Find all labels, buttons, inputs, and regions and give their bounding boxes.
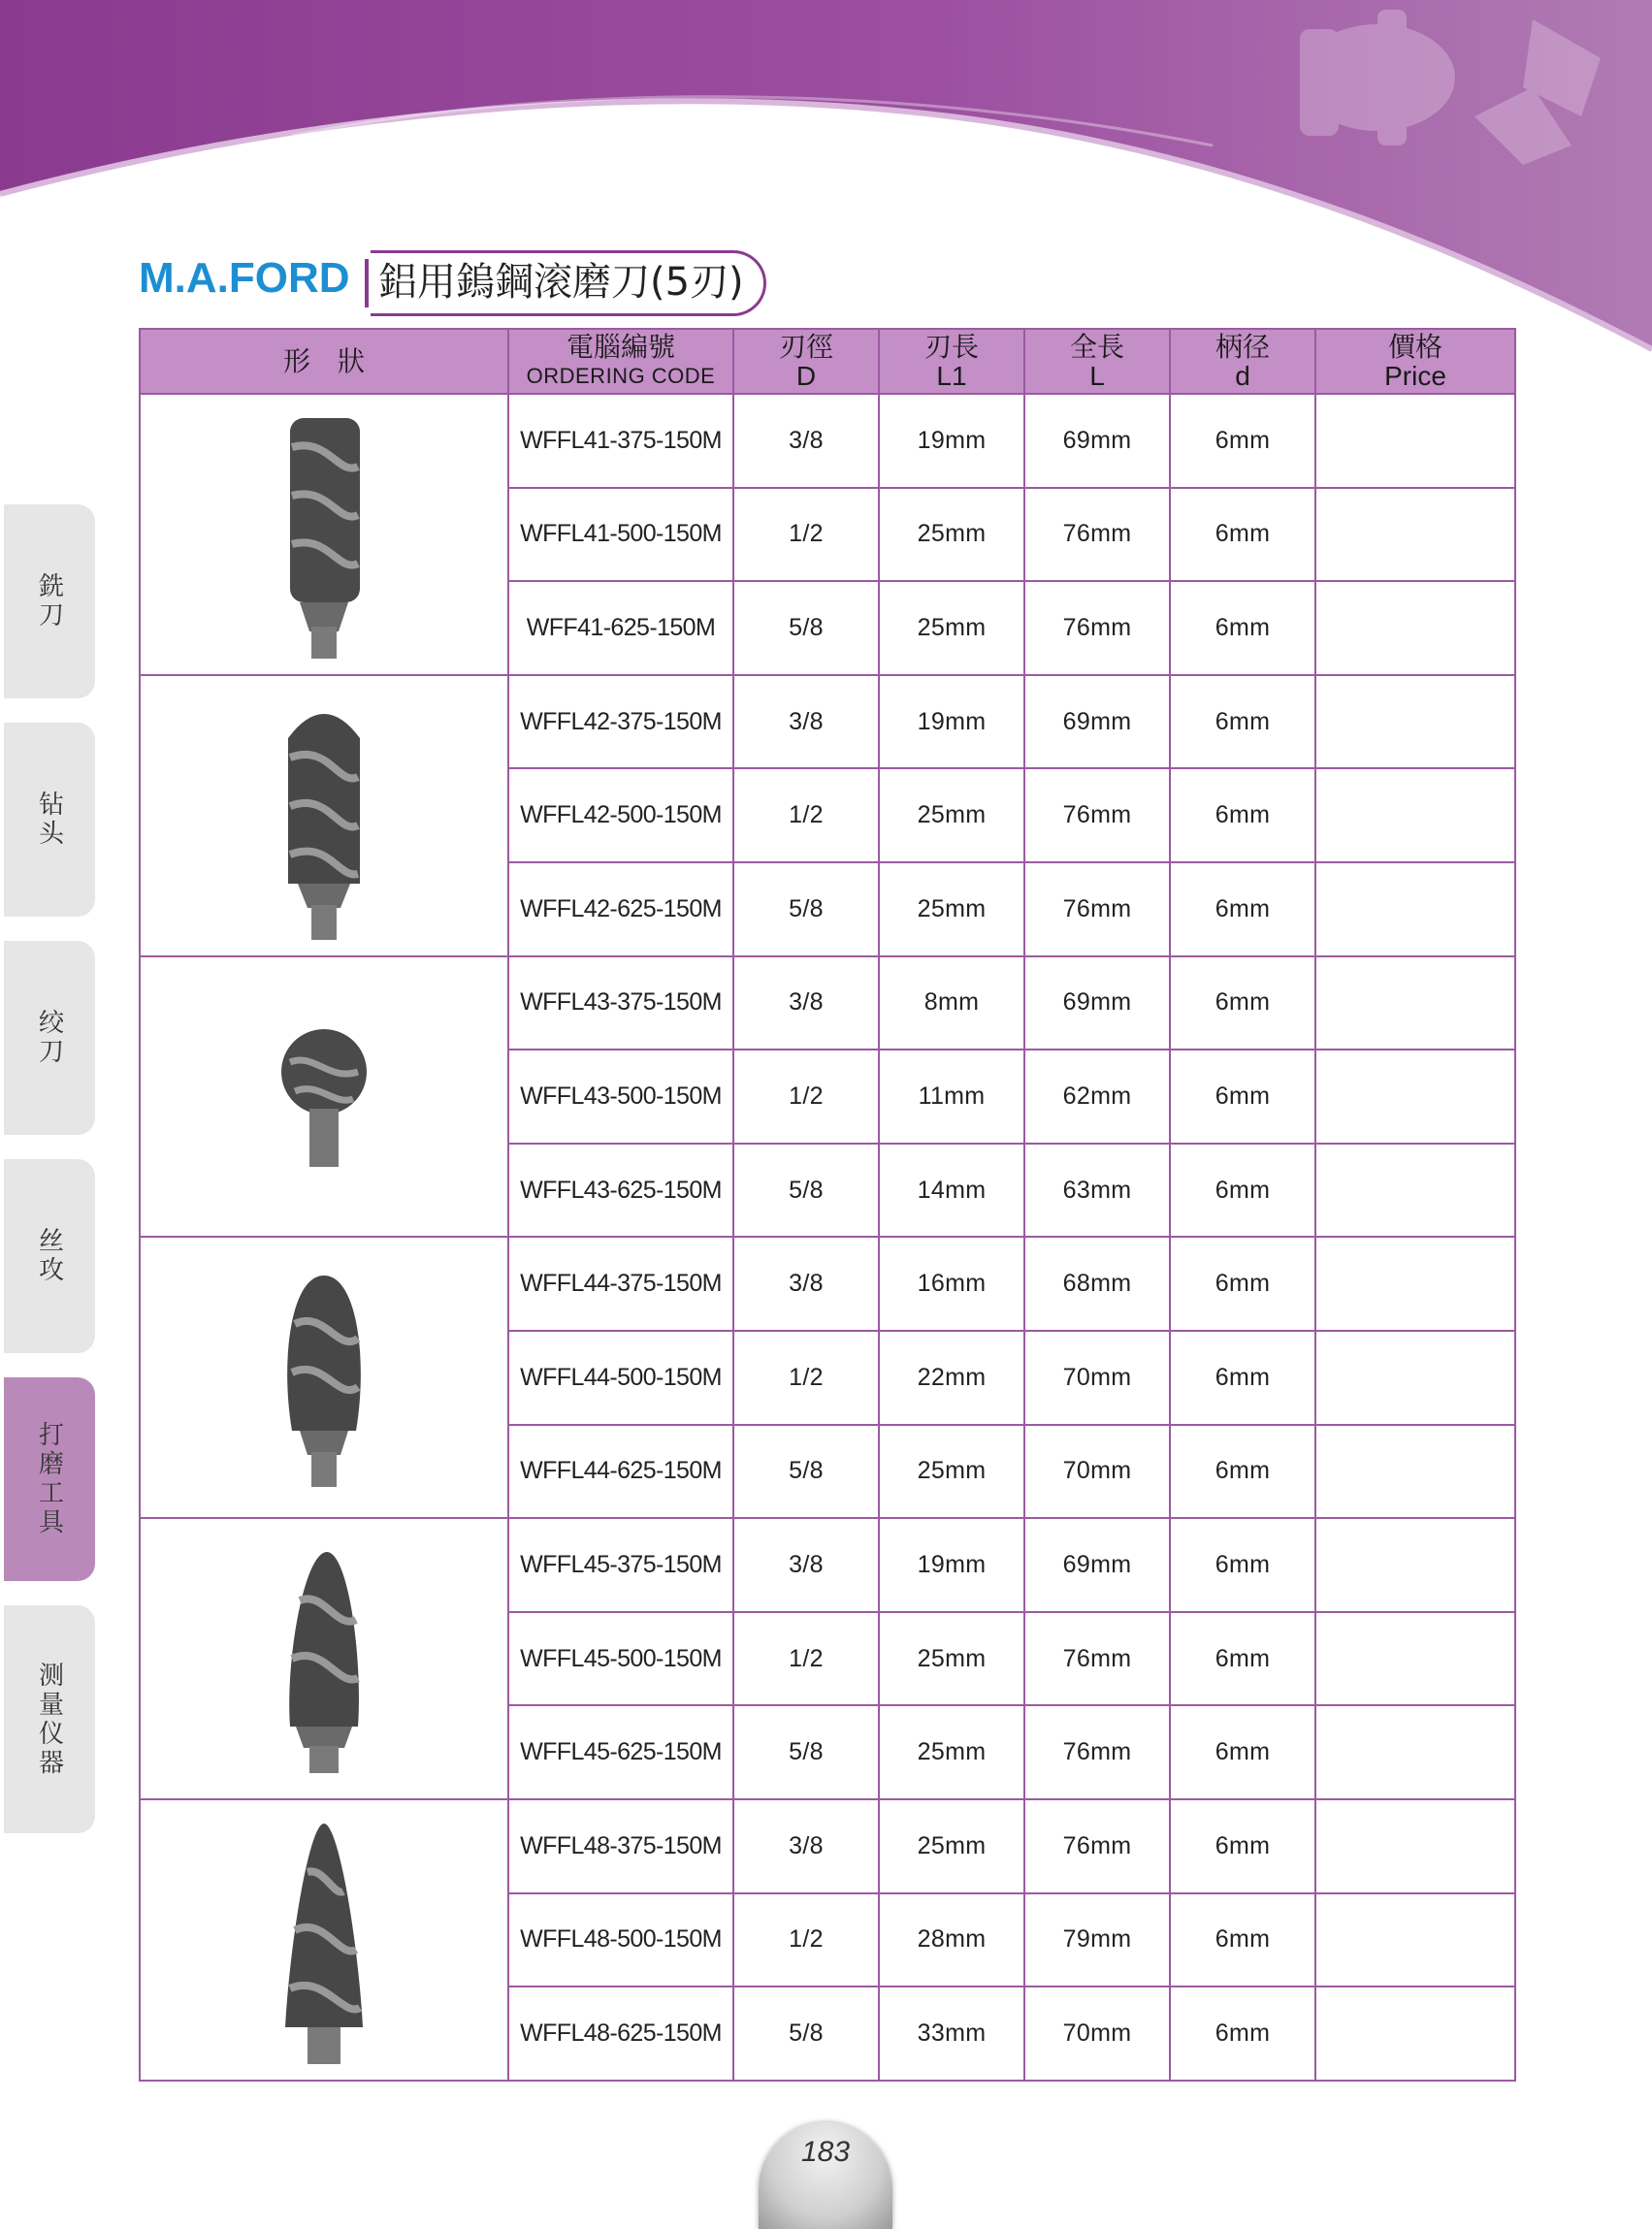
shape-cell	[140, 1799, 508, 2081]
price-cell	[1315, 675, 1515, 769]
ordering-code-cell: WFFL48-625-150M	[508, 1987, 733, 2081]
ordering-code-cell: WFFL43-625-150M	[508, 1144, 733, 1238]
diameter-cell: 3/8	[733, 1237, 879, 1331]
cut-length-cell: 19mm	[879, 675, 1024, 769]
price-cell	[1315, 1425, 1515, 1519]
cone-burr-icon	[142, 1814, 506, 2066]
diameter-cell: 3/8	[733, 956, 879, 1050]
table-row	[140, 1799, 1515, 1893]
ball-burr-icon	[142, 1023, 506, 1169]
price-cell	[1315, 581, 1515, 675]
overall-length-cell: 76mm	[1024, 862, 1170, 956]
shank-diameter-cell: 6mm	[1170, 956, 1315, 1050]
shank-diameter-cell: 6mm	[1170, 1799, 1315, 1893]
overall-length-cell: 70mm	[1024, 1331, 1170, 1425]
shank-diameter-cell: 6mm	[1170, 581, 1315, 675]
overall-length-cell: 70mm	[1024, 1987, 1170, 2081]
side-tab-measuring[interactable]	[4, 1605, 95, 1833]
cut-length-cell: 25mm	[879, 768, 1024, 862]
col-header-diameter: 刃徑 D	[733, 329, 879, 394]
shank-diameter-cell: 6mm	[1170, 768, 1315, 862]
shank-diameter-cell: 6mm	[1170, 1612, 1315, 1706]
overall-length-cell: 63mm	[1024, 1144, 1170, 1238]
shank-diameter-cell: 6mm	[1170, 1518, 1315, 1612]
diameter-cell: 3/8	[733, 1518, 879, 1612]
header-banner	[0, 0, 1652, 359]
shank-diameter-cell: 6mm	[1170, 1893, 1315, 1987]
cut-length-cell: 25mm	[879, 1799, 1024, 1893]
cut-length-cell: 28mm	[879, 1893, 1024, 1987]
price-cell	[1315, 1612, 1515, 1706]
ordering-code-cell: WFFL43-500-150M	[508, 1050, 733, 1144]
overall-length-cell: 76mm	[1024, 1705, 1170, 1799]
cut-length-cell: 11mm	[879, 1050, 1024, 1144]
overall-length-cell: 69mm	[1024, 1518, 1170, 1612]
col-header-cut-length: 刃長 L1	[879, 329, 1024, 394]
table-row	[140, 956, 1515, 1050]
overall-length-cell: 62mm	[1024, 1050, 1170, 1144]
shank-diameter-cell: 6mm	[1170, 1237, 1315, 1331]
diameter-cell: 5/8	[733, 1987, 879, 2081]
ordering-code-cell: WFFL45-500-150M	[508, 1612, 733, 1706]
col-header-price: 價格 Price	[1315, 329, 1515, 394]
ordering-code-cell: WFFL44-375-150M	[508, 1237, 733, 1331]
diameter-cell: 1/2	[733, 1893, 879, 1987]
ordering-code-cell: WFFL44-500-150M	[508, 1331, 733, 1425]
overall-length-cell: 69mm	[1024, 394, 1170, 488]
diameter-cell: 1/2	[733, 488, 879, 582]
shank-diameter-cell: 6mm	[1170, 1144, 1315, 1238]
cut-length-cell: 14mm	[879, 1144, 1024, 1238]
overall-length-cell: 79mm	[1024, 1893, 1170, 1987]
price-cell	[1315, 488, 1515, 582]
shape-cell	[140, 1237, 508, 1518]
diameter-cell: 1/2	[733, 1050, 879, 1144]
side-tab-milling[interactable]	[4, 504, 95, 698]
shape-cell	[140, 1518, 508, 1799]
ordering-code-cell: WFFL41-500-150M	[508, 488, 733, 582]
brand-name: M.A.FORD	[139, 254, 350, 302]
diameter-cell: 5/8	[733, 581, 879, 675]
shape-cell	[140, 394, 508, 675]
price-cell	[1315, 1987, 1515, 2081]
ordering-code-cell: WFFL48-500-150M	[508, 1893, 733, 1987]
ordering-code-cell: WFFL43-375-150M	[508, 956, 733, 1050]
diameter-cell: 3/8	[733, 1799, 879, 1893]
diameter-cell: 5/8	[733, 862, 879, 956]
price-cell	[1315, 1331, 1515, 1425]
col-header-overall-length: 全長 L	[1024, 329, 1170, 394]
ordering-code-cell: WFFL42-625-150M	[508, 862, 733, 956]
overall-length-cell: 76mm	[1024, 581, 1170, 675]
page-number: 183	[759, 2122, 892, 2229]
shank-diameter-cell: 6mm	[1170, 1331, 1315, 1425]
diameter-cell: 1/2	[733, 768, 879, 862]
ordering-code-cell: WFF41-625-150M	[508, 581, 733, 675]
shank-diameter-cell: 6mm	[1170, 1987, 1315, 2081]
cut-length-cell: 22mm	[879, 1331, 1024, 1425]
col-header-shape: 形 狀	[140, 329, 508, 394]
shank-diameter-cell: 6mm	[1170, 1050, 1315, 1144]
side-tab-label: 打磨工具	[34, 1421, 64, 1537]
cylinder-ball-burr-icon	[142, 408, 506, 661]
col-header-ordering-code: 電腦編號 ORDERING CODE	[508, 329, 733, 394]
price-cell	[1315, 394, 1515, 488]
diameter-cell: 1/2	[733, 1331, 879, 1425]
table-row	[140, 394, 1515, 488]
col-header-shank-diameter: 柄径 d	[1170, 329, 1315, 394]
table-row	[140, 675, 1515, 769]
shank-diameter-cell: 6mm	[1170, 1705, 1315, 1799]
shank-diameter-cell: 6mm	[1170, 675, 1315, 769]
ordering-code-cell: WFFL44-625-150M	[508, 1425, 733, 1519]
cut-length-cell: 25mm	[879, 488, 1024, 582]
diameter-cell: 5/8	[733, 1144, 879, 1238]
diameter-cell: 3/8	[733, 394, 879, 488]
side-tab-grinding-tools[interactable]	[4, 1377, 95, 1581]
cut-length-cell: 19mm	[879, 394, 1024, 488]
side-tab-reamer[interactable]	[4, 941, 95, 1135]
table-row	[140, 1518, 1515, 1612]
diameter-cell: 3/8	[733, 675, 879, 769]
ball-nose-cylinder-burr-icon	[142, 690, 506, 942]
overall-length-cell: 76mm	[1024, 1612, 1170, 1706]
overall-length-cell: 69mm	[1024, 675, 1170, 769]
overall-length-cell: 76mm	[1024, 1799, 1170, 1893]
ordering-code-cell: WFFL48-375-150M	[508, 1799, 733, 1893]
page-title: 鋁用鎢鋼滚磨刀(5刃)	[371, 250, 766, 316]
diameter-cell: 1/2	[733, 1612, 879, 1706]
side-tab-label: 测量仪器	[34, 1661, 64, 1778]
ordering-code-cell: WFFL41-375-150M	[508, 394, 733, 488]
overall-length-cell: 76mm	[1024, 488, 1170, 582]
diameter-cell: 5/8	[733, 1705, 879, 1799]
shank-diameter-cell: 6mm	[1170, 862, 1315, 956]
price-cell	[1315, 1893, 1515, 1987]
ordering-code-cell: WFFL45-625-150M	[508, 1705, 733, 1799]
overall-length-cell: 68mm	[1024, 1237, 1170, 1331]
side-tab-tap[interactable]	[4, 1159, 95, 1353]
table-header-row	[140, 329, 1515, 394]
ordering-code-cell: WFFL42-500-150M	[508, 768, 733, 862]
shank-diameter-cell: 6mm	[1170, 488, 1315, 582]
price-cell	[1315, 1518, 1515, 1612]
oval-burr-icon	[142, 1266, 506, 1489]
side-tab-label: 銑刀	[34, 572, 64, 630]
cut-length-cell: 8mm	[879, 956, 1024, 1050]
cut-length-cell: 25mm	[879, 862, 1024, 956]
overall-length-cell: 76mm	[1024, 768, 1170, 862]
shape-cell	[140, 675, 508, 956]
side-tabs	[0, 466, 97, 1882]
price-cell	[1315, 1237, 1515, 1331]
diameter-cell: 5/8	[733, 1425, 879, 1519]
side-tab-label: 绞刀	[34, 1009, 64, 1067]
cut-length-cell: 25mm	[879, 581, 1024, 675]
cut-length-cell: 25mm	[879, 1612, 1024, 1706]
ordering-code-cell: WFFL42-375-150M	[508, 675, 733, 769]
cut-length-cell: 25mm	[879, 1425, 1024, 1519]
side-tab-drill[interactable]	[4, 723, 95, 917]
cut-length-cell: 16mm	[879, 1237, 1024, 1331]
spec-table	[139, 328, 1516, 2082]
price-cell	[1315, 768, 1515, 862]
cut-length-cell: 33mm	[879, 1987, 1024, 2081]
ordering-code-cell: WFFL45-375-150M	[508, 1518, 733, 1612]
price-cell	[1315, 862, 1515, 956]
price-cell	[1315, 956, 1515, 1050]
cut-length-cell: 19mm	[879, 1518, 1024, 1612]
table-row	[140, 1237, 1515, 1331]
shank-diameter-cell: 6mm	[1170, 394, 1315, 488]
tree-burr-icon	[142, 1542, 506, 1775]
shank-diameter-cell: 6mm	[1170, 1425, 1315, 1519]
price-cell	[1315, 1050, 1515, 1144]
cut-length-cell: 25mm	[879, 1705, 1024, 1799]
price-cell	[1315, 1799, 1515, 1893]
side-tab-label: 丝攻	[34, 1227, 64, 1285]
shape-cell	[140, 956, 508, 1238]
price-cell	[1315, 1144, 1515, 1238]
overall-length-cell: 69mm	[1024, 956, 1170, 1050]
price-cell	[1315, 1705, 1515, 1799]
side-tab-label: 钻头	[34, 791, 64, 849]
overall-length-cell: 70mm	[1024, 1425, 1170, 1519]
